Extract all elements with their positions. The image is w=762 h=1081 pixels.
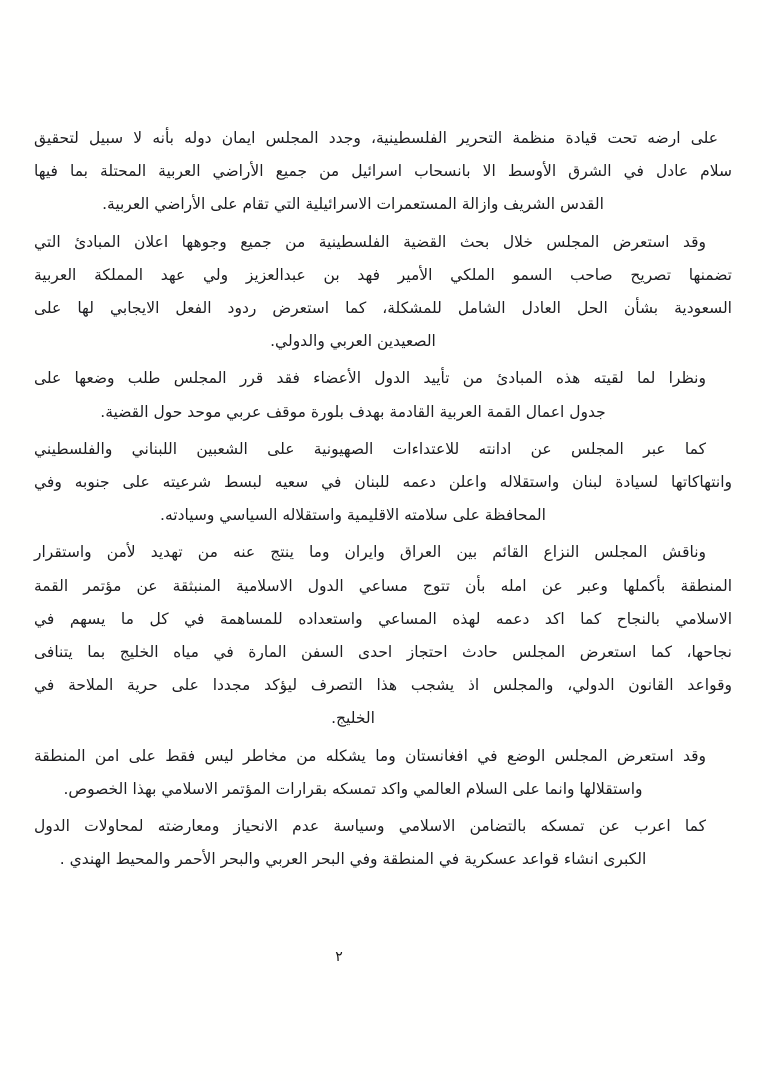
paragraph (34, 536, 732, 735)
document-body-text (34, 122, 732, 880)
text-line: الخليج. (331, 709, 375, 728)
paragraph (34, 433, 732, 533)
paragraph (34, 740, 732, 806)
text-line: وقد استعرض المجلس الوضع في افغانستان وما يشكله من مخاطر ليس فقط على امن المنطقة (34, 746, 706, 765)
page-number: ٢ (335, 949, 343, 965)
text-line: كما اعرب عن تمسكه بالتضامن الاسلامي وسياسة عدم الانحياز ومعارضته لمحاولات الدول (34, 817, 706, 836)
text-line: القدس الشريف وازالة المستعمرات الاسرائيلية التي تقام على الأراضي العربية. (102, 195, 604, 214)
text-line: وناقش المجلس النزاع القائم بين العراق وايران وما ينتج عنه من تهديد لأمن واستقرار (34, 543, 706, 562)
paragraph (34, 362, 732, 428)
text-line: ونظرا لما لقيته هذه المبادئ من تأييد الدول الأعضاء فقد قرر المجلس طلب وضعها على (34, 369, 706, 388)
text-line: الصعيدين العربي والدولي. (270, 332, 436, 351)
paragraph (34, 122, 732, 222)
text-line: سلام عادل في الشرق الأوسط الا بانسحاب اسرائيل من جميع الأراضي العربية المحتلة بما فيها (34, 162, 732, 181)
text-line: الكبرى انشاء قواعد عسكرية في المنطقة وفي البحر العربي والبحر الأحمر والمحيط الهندي . (59, 850, 647, 869)
text-line: الاسلامي بالنجاح كما اكد دعمه لهذه المساعي واستعداده للمساهمة في كل ما يسهم في (34, 609, 732, 628)
text-line: واستقلالها وانما على السلام العالمي واكد تمسكه بقرارات المؤتمر الاسلامي بهذا الخصوص. (63, 779, 643, 798)
text-line: كما عبر المجلس عن ادانته للاعتداءات الصهيونية على الشعبين اللبناني والفلسطيني (34, 439, 706, 458)
text-line: المنطقة بأكملها وعبر عن امله بأن تتوج مساعي الدول الاسلامية المنبثقة عن مؤتمر القمة (34, 576, 732, 595)
text-line: على ارضه تحت قيادة منظمة التحرير الفلسطينية، وجدد المجلس ايمان دوله بأنه لا سبيل لتحقيق (34, 129, 718, 147)
paragraph (34, 226, 732, 359)
paragraph (34, 810, 732, 876)
text-line: وانتهاكاتها لسيادة لبنان واستقلاله واعلن دعمه للبنان في سعيه لبسط شرعيته على جنوبه وفي (34, 473, 732, 492)
text-line: السعودية بشأن الحل العادل الشامل للمشكلة، كما استعرض ردود الفعل الايجابي لها على (34, 299, 732, 318)
text-line: جدول اعمال القمة العربية القادمة بهدف بلورة موقف عربي موحد حول القضية. (100, 402, 606, 421)
text-line: نجاحها، كما استعرض المجلس حادث احتجاز احدى السفن المارة في مياه الخليج بما يتنافى (34, 643, 732, 662)
text-line: وقد استعرض المجلس خلال بحث القضية الفلسطينية من جميع وجوهها اعلان المبادئ التي (34, 232, 706, 251)
text-line: وقواعد القانون الدولي، والمجلس اذ يشجب هذا التصرف ليؤكد مجددا على حرية الملاحة في (34, 676, 732, 695)
text-line: تضمنها تصريح صاحب السمو الملكي الأمير فهد بن عبدالعزيز ولي عهد المملكة العربية (34, 265, 732, 284)
text-line: المحافظة على سلامته الاقليمية واستقلاله السياسي وسيادته. (160, 506, 546, 525)
